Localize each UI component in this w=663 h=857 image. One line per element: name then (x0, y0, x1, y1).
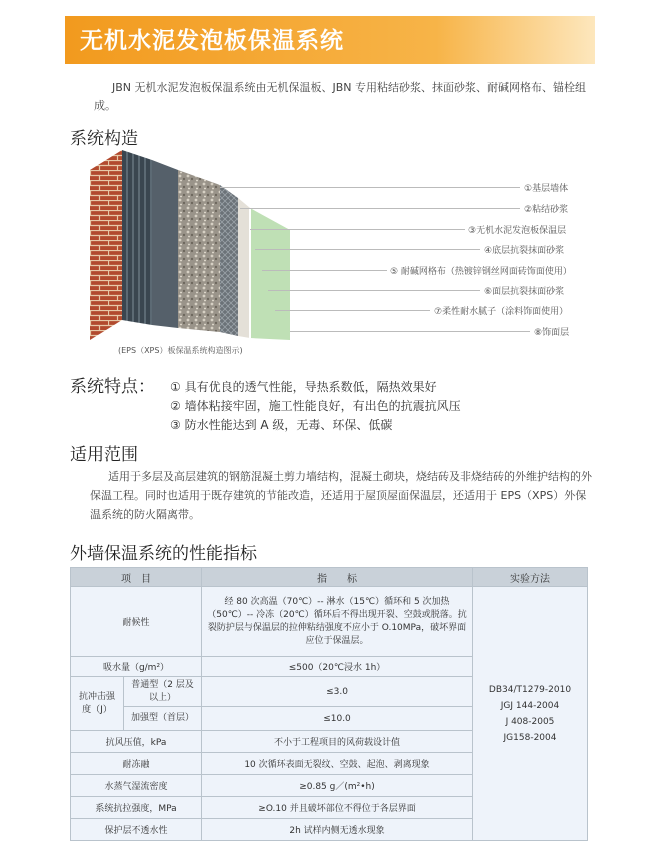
table-header-row (71, 568, 588, 587)
row-label: 保护层不透水性 (71, 819, 202, 841)
layer-label: ⑦柔性耐水腻子（涂料饰面使用） (434, 307, 569, 317)
wall-structure-illustration (90, 150, 290, 345)
row-sublabel: 普通型（2 层及以上） (124, 677, 202, 707)
scope-heading: 适用范围 (70, 445, 138, 465)
intro-paragraph: JBN 无机水泥发泡板保温系统由无机保温板、JBN 专用粘结砂浆、抹面砂浆、耐碱网格布、锚栓组成。 (94, 81, 587, 112)
mesh-layer (220, 185, 238, 336)
foam-board-layer (152, 160, 178, 328)
test-methods-cell (473, 587, 588, 841)
column-header-indicator: 指 标 (202, 568, 473, 587)
performance-table (70, 567, 588, 841)
leader-line (290, 331, 530, 332)
feature-item: ② 墙体粘接牢固，施工性能良好，有出色的抗震抗风压 (170, 399, 461, 413)
layer-label: ①基层墙体 (524, 184, 569, 194)
layer-label: ⑤ 耐碱网格布（热镀锌钢丝网面砖饰面使用） (390, 267, 572, 277)
performance-heading: 外墙保温系统的性能指标 (70, 544, 257, 564)
leader-line (250, 229, 465, 230)
row-sublabel: 加强型（首层） (124, 707, 202, 731)
row-value: 10 次循环表面无裂纹、空鼓、起泡、剥离现象 (202, 753, 473, 775)
diagram-caption: (EPS（XPS）板保温系统构造图示) (118, 346, 243, 355)
row-label: 吸水量（g/m²） (71, 657, 202, 677)
row-value: 2h 试样内侧无透水现象 (202, 819, 473, 841)
row-label: 系统抗拉强度，MPa (71, 797, 202, 819)
test-method: DB34/T1279-2010 (488, 684, 572, 695)
leader-line (275, 310, 430, 311)
structure-heading: 系统构造 (70, 129, 138, 149)
row-label: 抗冲击强度（J） (71, 677, 124, 731)
leader-line (268, 290, 480, 291)
test-method: JGJ 144-2004 (500, 700, 560, 711)
features-heading: 系统特点： (70, 377, 155, 397)
finish-layer (250, 208, 290, 340)
column-header-item: 项 目 (71, 568, 202, 587)
row-value: ≥O.10 并且破坏部位不得位于各层界面 (202, 797, 473, 819)
surface-mortar-layer (238, 198, 250, 338)
feature-item: ③ 防水性能达到 A 级，无毒、环保、低碳 (170, 418, 393, 432)
column-header-method: 实验方法 (473, 568, 588, 587)
leader-line (255, 249, 480, 250)
base-wall-layer (90, 150, 122, 340)
layer-label: ③无机水泥发泡板保温层 (468, 226, 567, 236)
layer-label: ②粘结砂浆 (524, 205, 569, 215)
table-row (71, 587, 588, 657)
row-label: 耐冻融 (71, 753, 202, 775)
row-label: 水蒸气湿流密度 (71, 775, 202, 797)
test-method: JG158-2004 (503, 732, 557, 743)
leader-line (220, 187, 520, 188)
page-title: 无机水泥发泡板保温系统 (80, 28, 344, 54)
row-value: ≥0.85 g／(m²•h) (202, 775, 473, 797)
row-value: 不小于工程项目的风荷载设计值 (202, 731, 473, 753)
layer-label: ⑥面层抗裂抹面砂浆 (484, 287, 565, 297)
insulation-layer (178, 170, 220, 332)
leader-line (262, 270, 387, 271)
scope-paragraph: 适用于多层及高层建筑的钢筋混凝土剪力墙结构，混凝土砌块，烧结砖及非烧结砖的外维护结构的外保温工程。同时也适用于既存建筑的节能改造，还适用于屋顶屋面保温层，还适用于 EPS（XPS）外保温系统的防火隔离带。 (90, 470, 592, 521)
feature-item: ① 具有优良的透气性能，导热系数低，隔热效果好 (170, 380, 437, 394)
row-value: ≤10.0 (202, 707, 473, 731)
test-method: J 408-2005 (505, 716, 555, 727)
leader-line (240, 208, 520, 209)
row-value: ≤3.0 (202, 677, 473, 707)
row-value: 经 80 次高温（70℃）-- 淋水（15℃）循环和 5 次加热（50℃）-- 冷冻（20℃）循环后不得出现开裂、空鼓或脱落。抗裂防护层与保温层的拉伸粘结强度不应小于 O.10MPa，破坏界面应位于保温层。 (202, 587, 473, 657)
layer-label: ⑧饰面层 (534, 328, 570, 338)
bonding-mortar-layer (122, 150, 152, 325)
row-label: 抗风压值，kPa (71, 731, 202, 753)
row-label: 耐候性 (71, 587, 202, 657)
layer-label: ④底层抗裂抹面砂浆 (484, 246, 565, 256)
row-value: ≤500（20℃浸水 1h） (202, 657, 473, 677)
